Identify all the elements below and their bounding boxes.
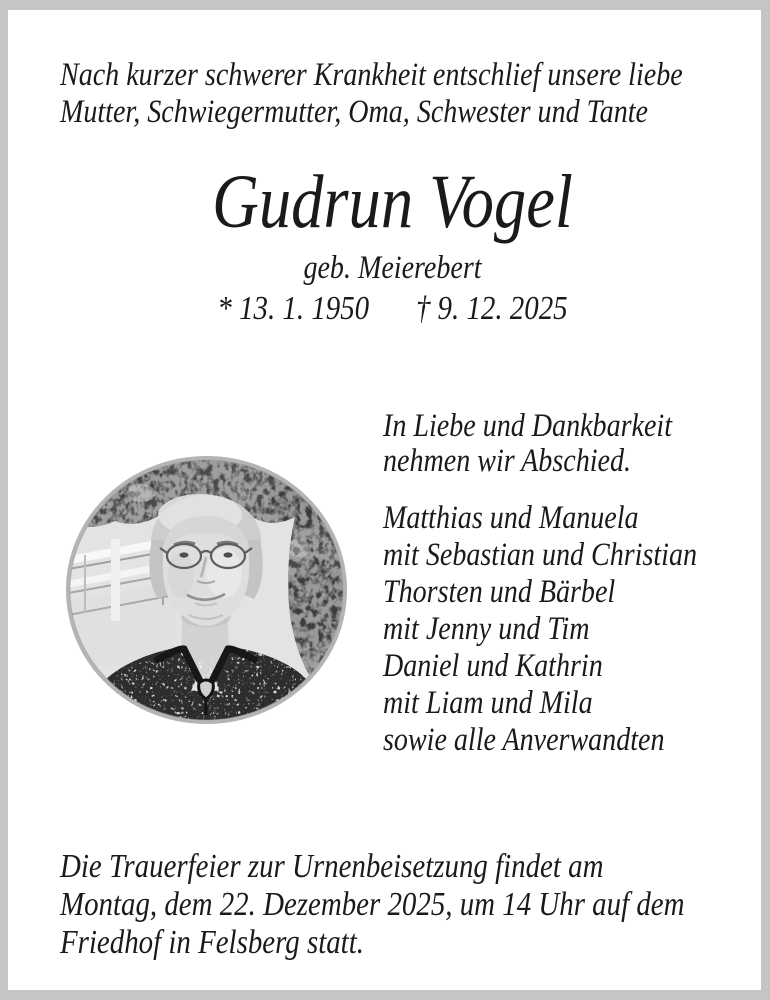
funeral-info bbox=[60, 848, 684, 962]
farewell-text bbox=[383, 409, 672, 479]
mourner-line: Thorsten und Bärbel bbox=[383, 574, 616, 610]
farewell-line: nehmen wir Abschied. bbox=[383, 443, 632, 479]
life-dates bbox=[72, 292, 712, 326]
maiden-name: geb. Meierebert bbox=[303, 250, 482, 286]
mourners-list bbox=[383, 500, 697, 759]
notice-panel bbox=[8, 10, 761, 990]
mourner-line: Daniel und Kathrin bbox=[383, 648, 603, 684]
intro-line: Nach kurzer schwerer Krankheit entschlief unsere liebe bbox=[60, 57, 683, 93]
funeral-line: Die Trauerfeier zur Urnenbeisetzung findet am bbox=[60, 848, 604, 885]
intro-text bbox=[60, 57, 683, 131]
mourner-line: Matthias und Manuela bbox=[383, 500, 639, 536]
mourner-line: mit Liam und Mila bbox=[383, 685, 593, 721]
mourner-line: mit Sebastian und Christian bbox=[383, 537, 698, 573]
portrait-photo bbox=[63, 453, 350, 727]
mourner-line: mit Jenny und Tim bbox=[383, 611, 590, 647]
intro-line: Mutter, Schwiegermutter, Oma, Schwester und Tante bbox=[60, 94, 648, 130]
mourner-line: sowie alle Anverwandten bbox=[383, 722, 665, 758]
birth-date: * 13. 1. 1950 bbox=[217, 290, 370, 327]
farewell-line: In Liebe und Dankbarkeit bbox=[383, 408, 673, 444]
funeral-line: Friedhof in Felsberg statt. bbox=[60, 924, 364, 961]
portrait-photo-svg bbox=[63, 453, 350, 727]
deceased-name: Gudrun Vogel bbox=[212, 160, 573, 244]
death-date: † 9. 12. 2025 bbox=[415, 290, 568, 327]
funeral-line: Montag, dem 22. Dezember 2025, um 14 Uhr auf dem bbox=[60, 886, 685, 923]
